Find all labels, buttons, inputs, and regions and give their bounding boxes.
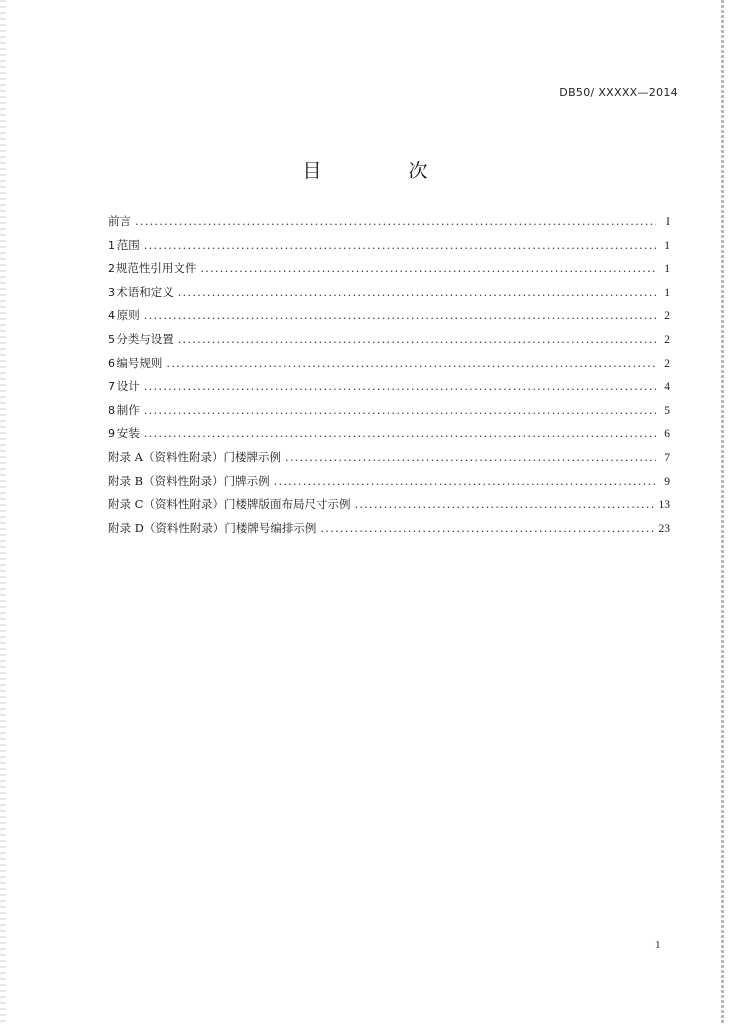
toc-appendix-a[interactable] — [108, 449, 670, 473]
toc-entry-number: 5 — [108, 332, 115, 346]
toc-entry-label: 范围 — [116, 237, 140, 252]
dot-leader — [178, 332, 656, 346]
toc-entry-installation[interactable] — [108, 425, 670, 449]
toc-entry-number: 4 — [108, 309, 115, 323]
toc-entry-label: 术语和定义 — [116, 284, 174, 299]
dot-leader — [144, 403, 656, 417]
appendix-page: 7 — [664, 451, 670, 464]
appendix-label: 门牌示例 — [223, 473, 270, 488]
dot-leader — [144, 308, 656, 322]
toc-entry-terms[interactable] — [108, 284, 670, 308]
appendix-label: 门楼牌号编排示例 — [224, 520, 317, 535]
toc-entry-page: 2 — [664, 357, 670, 370]
toc-entry-page: 6 — [664, 428, 670, 441]
appendix-prefix: 附录 A — [108, 449, 143, 464]
dot-leader — [274, 474, 656, 488]
toc-entry-number: 7 — [108, 380, 115, 394]
document-code: DB50/ XXXXX—2014 — [559, 86, 678, 99]
appendix-type: （资料性附录） — [143, 520, 225, 535]
dot-leader — [166, 356, 656, 370]
toc-entry-page: 2 — [664, 310, 670, 323]
appendix-page: 13 — [658, 499, 670, 512]
page-number: 1 — [655, 939, 661, 951]
dot-leader — [144, 238, 656, 252]
toc-entry-label: 编号规则 — [116, 355, 163, 370]
toc-entry-page: 5 — [664, 404, 670, 417]
toc-entry-numbering-rules[interactable] — [108, 355, 670, 379]
dot-leader — [285, 450, 656, 464]
dot-leader — [200, 261, 656, 275]
toc-entry-number: 2 — [108, 262, 115, 276]
toc-entry-number: 9 — [108, 427, 115, 441]
appendix-page: 9 — [664, 475, 670, 488]
appendix-label: 门楼牌版面布局尺寸示例 — [223, 497, 351, 512]
dot-leader — [144, 379, 656, 393]
toc-entry-page: 1 — [664, 286, 670, 299]
appendix-prefix: 附录 C — [108, 497, 144, 512]
scan-edge-right — [721, 0, 724, 1024]
toc-entry-number: 1 — [108, 238, 115, 252]
toc-entry-classification[interactable] — [108, 331, 670, 355]
toc-entry-production[interactable] — [108, 402, 670, 426]
toc-entry-normative-references[interactable] — [108, 260, 670, 284]
toc-entry-label: 安装 — [116, 426, 140, 441]
toc-entry-foreword[interactable] — [108, 213, 670, 237]
scan-edge-left — [0, 0, 6, 1024]
toc-entry-design[interactable] — [108, 378, 670, 402]
dot-leader — [144, 426, 656, 440]
toc-entry-page: I — [666, 216, 670, 228]
dot-leader — [135, 214, 656, 228]
toc-entry-scope[interactable] — [108, 237, 670, 261]
toc-entry-label: 规范性引用文件 — [115, 261, 197, 276]
toc-entry-number: 8 — [108, 403, 115, 417]
toc-title: 目 次 — [302, 160, 462, 182]
toc-entry-label: 设计 — [116, 379, 140, 394]
toc-entry-page: 1 — [664, 239, 670, 252]
toc-entry-page: 2 — [664, 333, 670, 346]
toc-appendix-d[interactable] — [108, 520, 670, 544]
toc-entry-principles[interactable] — [108, 307, 670, 331]
dot-leader — [354, 497, 654, 511]
appendix-type: （资料性附录） — [142, 449, 224, 464]
appendix-prefix: 附录 B — [108, 473, 144, 488]
dot-leader — [320, 521, 654, 535]
toc-entry-page: 4 — [664, 381, 670, 394]
toc-appendix-b[interactable] — [108, 473, 670, 497]
toc-entry-number: 6 — [108, 356, 115, 370]
dot-leader — [178, 285, 656, 299]
table-of-contents — [108, 213, 670, 543]
toc-entry-page: 1 — [664, 263, 670, 276]
toc-entry-number: 3 — [108, 285, 115, 299]
toc-appendix-c[interactable] — [108, 496, 670, 520]
appendix-label: 门楼牌示例 — [223, 449, 281, 464]
appendix-type: （资料性附录） — [143, 473, 224, 488]
appendix-prefix: 附录 D — [108, 520, 144, 535]
appendix-type: （资料性附录） — [143, 497, 224, 512]
toc-entry-label: 原则 — [116, 308, 140, 323]
toc-entry-label: 前言 — [108, 214, 131, 228]
appendix-page: 23 — [658, 522, 670, 535]
toc-entry-label: 分类与设置 — [116, 331, 174, 346]
toc-entry-label: 制作 — [116, 402, 140, 417]
